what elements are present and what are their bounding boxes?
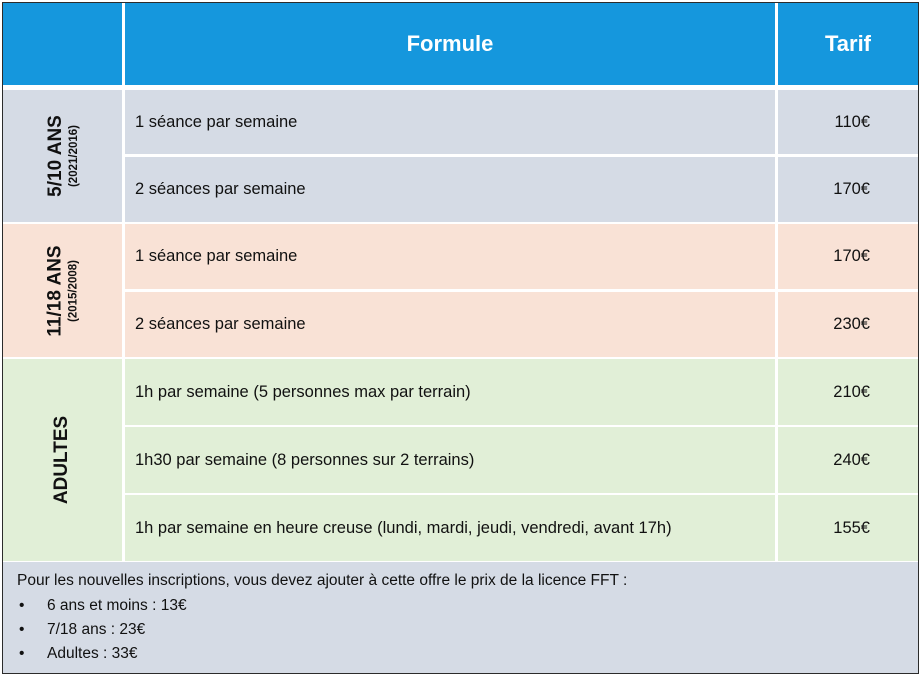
table-header <box>3 3 918 85</box>
group-11-18-ans <box>3 224 918 357</box>
licence-price-text: 6 ans et moins : 13€ <box>47 597 187 614</box>
tarif-cell: 170€ <box>778 224 918 289</box>
group-5-10-ans <box>3 90 918 222</box>
tarif-cell: 110€ <box>778 90 918 154</box>
table-row <box>125 224 918 289</box>
group-label <box>45 115 79 197</box>
table-row <box>125 495 918 561</box>
formule-cell: 2 séances par semaine <box>125 292 775 357</box>
bullet-icon: • <box>19 621 25 638</box>
pricing-table <box>2 2 919 674</box>
group-label <box>46 245 80 336</box>
group-label-cell <box>3 224 122 357</box>
formule-cell: 1h par semaine en heure creuse (lundi, mardi, jeudi, vendredi, avant 17h) <box>125 495 775 561</box>
licence-price-text: 7/18 ans : 23€ <box>47 621 146 638</box>
formule-cell: 1h30 par semaine (8 personnes sur 2 terrains) <box>125 427 775 493</box>
group-age-label: 5/10 ANS <box>44 115 66 197</box>
group-label <box>53 416 73 504</box>
tarif-cell: 240€ <box>778 427 918 493</box>
list-item <box>17 618 918 642</box>
formule-cell: 1h par semaine (5 personnes max par terrain) <box>125 359 775 425</box>
licence-intro: Pour les nouvelles inscriptions, vous devez ajouter à cette offre le prix de la licence FFT : <box>17 572 628 589</box>
group-years-label: (2021/2016) <box>67 124 80 188</box>
tarif-cell: 155€ <box>778 495 918 561</box>
bullet-icon: • <box>19 597 25 614</box>
header-formule: Formule <box>125 3 775 85</box>
header-empty-cell <box>3 3 122 85</box>
bullet-icon: • <box>19 645 25 662</box>
group-label-cell <box>3 359 122 561</box>
tarif-cell: 230€ <box>778 292 918 357</box>
formule-cell: 1 séance par semaine <box>125 224 775 289</box>
table-row <box>125 359 918 425</box>
group-adultes <box>3 359 918 561</box>
table-row <box>125 427 918 493</box>
group-age-label: ADULTES <box>51 415 73 505</box>
group-years-label: (2015/2008) <box>67 259 80 322</box>
list-item <box>17 642 918 666</box>
licence-price-text: Adultes : 33€ <box>47 645 138 662</box>
list-item <box>17 594 918 618</box>
table-row <box>125 157 918 222</box>
formule-cell: 1 séance par semaine <box>125 90 775 154</box>
tarif-cell: 170€ <box>778 157 918 222</box>
licence-price-list <box>17 594 918 666</box>
formule-cell: 2 séances par semaine <box>125 157 775 222</box>
table-row <box>125 90 918 154</box>
group-label-cell <box>3 90 122 222</box>
tarif-cell: 210€ <box>778 359 918 425</box>
header-tarif: Tarif <box>778 3 918 85</box>
group-age-label: 11/18 ANS <box>44 244 66 337</box>
table-row <box>125 292 918 357</box>
licence-note <box>3 562 918 673</box>
